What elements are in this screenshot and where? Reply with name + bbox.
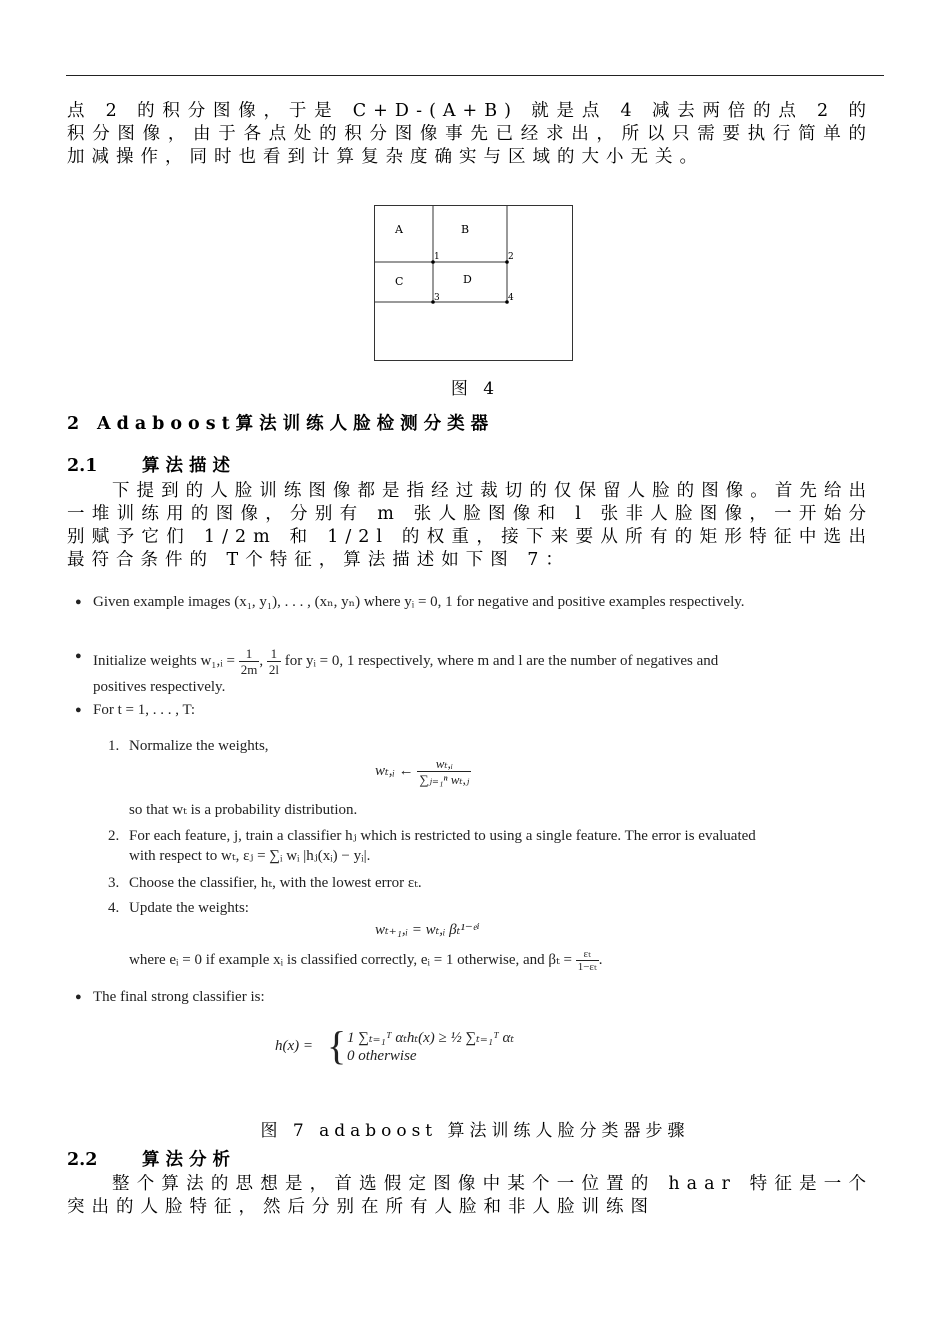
bullet-2-suffix: for yᵢ = 0, 1 respectively, where m and l are the number of negatives and positives respectively. — [93, 652, 719, 695]
header-rule — [66, 75, 884, 76]
bullet-icon: ● — [75, 596, 82, 608]
region-label-d: D — [463, 273, 472, 286]
bullet-icon: ● — [75, 991, 82, 1003]
figure-7-caption: 图 7 adaboost 算法训练人脸分类器步骤 — [260, 1121, 690, 1141]
algorithm-analysis-paragraph: 整个算法的思想是，首选假定图像中某个一位置的 haar 特征是一个突出的人脸特征，然后分别在所有人脸和非人脸训练图 — [67, 1174, 873, 1217]
step-4-text: Update the weights: — [129, 900, 249, 916]
classifier-case-1: 1 ∑ₜ₌₁ᵀ αₜhₜ(x) ≥ ½ ∑ₜ₌₁ᵀ αₜ — [347, 1030, 515, 1046]
figure-4-caption: 图 4 — [450, 379, 500, 399]
bullet-2-prefix: Initialize weights w₁,ᵢ = — [93, 652, 235, 669]
classifier-lhs: h(x) = — [275, 1038, 314, 1054]
beta-fraction: $\frac{\text{εₜ}}{\text{1−εₜ}}$ — [577, 948, 597, 973]
step-1-number: 1. — [108, 738, 120, 754]
region-label-b: B — [461, 223, 470, 236]
fraction-1-over-2m: $\frac{1}{2m}$ — [240, 646, 258, 677]
normalize-formula-lhs: wₜ,ᵢ ← — [375, 762, 414, 779]
step-3-text: Choose the classifier, hₜ, with the lowest error εₜ. — [129, 875, 422, 891]
point-label-4: 4 — [508, 293, 514, 303]
algorithm-description-paragraph: 下提到的人脸训练图像都是指经过裁切的仅保留人脸的图像。首先给出一堆训练用的图像，分别有 m 张人脸图像和 l 张非人脸图像，一开始分别赋予它们 1/2m 和 1/2l 的权重，接下来要从所有的矩形特征中选出最符合条件的 T个特征，算法描述如下图 7： — [67, 481, 873, 570]
step-1-text: Normalize the weights, — [129, 738, 269, 754]
section-2-1-number: 2.1 — [67, 456, 98, 476]
bullet-1-text: Given example images (x₁, y₁), . . . , (xₙ, yₙ) where yᵢ = 0, 1 for negative and positive examples respectively. — [93, 594, 745, 610]
update-weights-formula: wₜ₊₁,ᵢ = wₜ,ᵢ βₜ¹⁻ᵉⁱ — [375, 922, 480, 938]
bullet-icon: ● — [75, 650, 82, 662]
bullet-4-text: The final strong classifier is: — [93, 989, 265, 1005]
bullet-3-text: For t = 1, . . . , T: — [93, 702, 196, 718]
intro-paragraph: 点 2 的积分图像，于是 C+D-(A+B) 就是点 4 减去两倍的点 2 的积分图像，由于各点处的积分图像事先已经求出，所以只需要执行简单的加减操作，同时也看到计算复杂度确实与区域的大小无关。 — [67, 101, 873, 167]
bullet-icon: ● — [75, 704, 82, 716]
section-2-heading — [67, 410, 494, 435]
section-2-1-heading — [67, 452, 236, 477]
normalize-formula — [375, 756, 471, 787]
step-2-text: For each feature, j, train a classifier hⱼ which is restricted to using a single feature. The error is evaluated with respect to wₜ, εⱼ = ∑ᵢ wᵢ |hⱼ(xᵢ) − yᵢ|. — [129, 828, 756, 864]
figure-4-diagram — [374, 205, 574, 362]
section-2-number: 2 — [67, 414, 80, 434]
section-2-title: Adaboost算法训练人脸检测分类器 — [97, 414, 495, 434]
fraction-1-over-2l: $\frac{1}{2l}$ — [268, 646, 279, 677]
section-2-2-heading — [67, 1146, 236, 1171]
step-4-number: 4. — [108, 900, 120, 916]
step-4-where-text: where eᵢ = 0 if example xᵢ is classified correctly, eᵢ = 1 otherwise, and βₜ = — [129, 951, 572, 968]
point-label-3: 3 — [434, 293, 440, 303]
region-label-c: C — [395, 275, 404, 288]
section-2-1-title: 算法描述 — [142, 456, 236, 476]
brace-icon: { — [327, 1023, 347, 1068]
section-2-2-number: 2.2 — [67, 1150, 98, 1170]
section-2-2-title: 算法分析 — [142, 1150, 236, 1170]
region-label-a: A — [395, 223, 403, 236]
step-2-number: 2. — [108, 828, 120, 844]
normalize-fraction: $\frac{\text{wₜ,ᵢ}}{\text{∑ⱼ₌₁ⁿ wₜ,ⱼ}}$ — [419, 756, 470, 787]
point-label-1: 1 — [434, 252, 440, 262]
classifier-case-2: 0 otherwise — [347, 1048, 417, 1064]
point-label-2: 2 — [508, 252, 514, 262]
step-3-number: 3. — [108, 875, 120, 891]
